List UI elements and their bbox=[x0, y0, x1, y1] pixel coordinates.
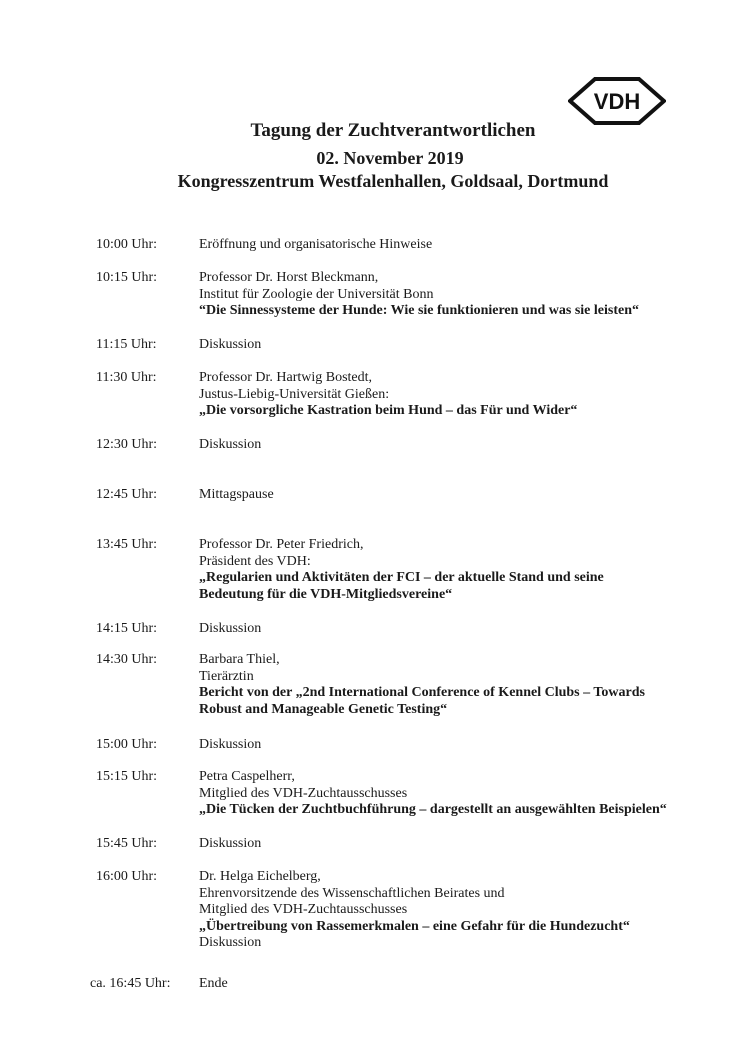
agenda-line: Eröffnung und organisatorische Hinweise bbox=[199, 237, 433, 252]
agenda-line: Mittagspause bbox=[199, 487, 274, 502]
agenda-content bbox=[199, 769, 719, 819]
agenda-time: 13:45 Uhr: bbox=[96, 537, 158, 552]
agenda-line: Barbara Thiel, bbox=[199, 652, 280, 667]
agenda-time: 12:30 Uhr: bbox=[96, 437, 158, 452]
agenda-line: Institut für Zoologie der Universität Bonn bbox=[199, 286, 434, 302]
agenda-time: 11:15 Uhr: bbox=[96, 337, 157, 352]
agenda-line: Tierärztin bbox=[199, 668, 254, 684]
agenda-content bbox=[199, 487, 719, 504]
agenda-line: Diskussion bbox=[199, 935, 262, 950]
talk-title: Bedeutung für die VDH-Mitgliedsvereine“ bbox=[199, 586, 453, 602]
agenda-line: Mitglied des VDH-Zuchtausschusses bbox=[199, 902, 408, 917]
agenda-line: Ende bbox=[199, 976, 228, 991]
agenda-line: Justus-Liebig-Universität Gießen: bbox=[199, 386, 390, 402]
agenda-content bbox=[199, 537, 719, 603]
agenda-time: 14:15 Uhr: bbox=[96, 621, 158, 636]
agenda-content bbox=[199, 370, 719, 420]
agenda-line: Diskussion bbox=[199, 621, 262, 636]
agenda-line: Mitglied des VDH-Zuchtausschusses bbox=[199, 785, 408, 801]
agenda-content bbox=[199, 737, 719, 754]
agenda-line: Präsident des VDH: bbox=[199, 553, 311, 569]
talk-title: Bericht von der „2nd International Conference of Kennel Clubs – Towards bbox=[199, 685, 645, 700]
agenda-time: 11:30 Uhr: bbox=[96, 370, 157, 385]
page-title: Tagung der Zuchtverantwortlichen bbox=[250, 120, 536, 141]
agenda-line: Professor Dr. Horst Bleckmann, bbox=[199, 270, 379, 285]
talk-title: „Regularien und Aktivitäten der FCI – der aktuelle Stand und seine bbox=[199, 570, 604, 585]
talk-title: „Die vorsorgliche Kastration beim Hund – das Für und Wider“ bbox=[199, 403, 578, 418]
agenda-time: ca. 16:45 Uhr: bbox=[90, 976, 171, 991]
vdh-logo-text: VDH bbox=[593, 89, 641, 114]
agenda-line: Professor Dr. Peter Friedrich, bbox=[199, 537, 364, 552]
agenda-line: Diskussion bbox=[199, 337, 262, 352]
agenda-content bbox=[199, 836, 719, 853]
agenda-time: 15:45 Uhr: bbox=[96, 836, 158, 851]
agenda-time: 10:15 Uhr: bbox=[96, 270, 158, 285]
talk-title: “Die Sinnessysteme der Hunde: Wie sie funktionieren und was sie leisten“ bbox=[199, 303, 640, 318]
talk-title: „Die Tücken der Zuchtbuchführung – dargestellt an ausgewählten Beispielen“ bbox=[199, 802, 667, 817]
agenda-time: 12:45 Uhr: bbox=[96, 487, 158, 502]
agenda-line: Diskussion bbox=[199, 836, 262, 851]
agenda-time: 15:15 Uhr: bbox=[96, 769, 158, 784]
agenda-content bbox=[199, 337, 719, 354]
agenda-content bbox=[199, 437, 719, 454]
agenda-time: 10:00 Uhr: bbox=[96, 237, 158, 252]
agenda-content bbox=[199, 621, 719, 638]
event-date: 02. November 2019 bbox=[316, 148, 464, 168]
agenda-time: 15:00 Uhr: bbox=[96, 737, 158, 752]
agenda-line: Petra Caspelherr, bbox=[199, 769, 295, 784]
agenda-time: 14:30 Uhr: bbox=[96, 652, 158, 667]
vdh-logo bbox=[568, 76, 666, 126]
event-venue: Kongresszentrum Westfalenhallen, Goldsaal, Dortmund bbox=[177, 171, 609, 191]
agenda-line: Diskussion bbox=[199, 737, 262, 752]
talk-title: „Übertreibung von Rassemerkmalen – eine Gefahr für die Hundezucht“ bbox=[199, 918, 630, 934]
agenda-content bbox=[199, 237, 719, 254]
agenda-line: Ehrenvorsitzende des Wissenschaftlichen Beirates und bbox=[199, 885, 505, 901]
agenda-content bbox=[199, 869, 719, 952]
agenda-time: 16:00 Uhr: bbox=[96, 869, 158, 884]
agenda-line: Diskussion bbox=[199, 437, 262, 452]
talk-title: Robust and Manageable Genetic Testing“ bbox=[199, 701, 448, 717]
agenda-line: Dr. Helga Eichelberg, bbox=[199, 869, 321, 884]
agenda-line: Professor Dr. Hartwig Bostedt, bbox=[199, 370, 373, 385]
agenda-content bbox=[199, 976, 719, 993]
agenda-content bbox=[199, 652, 719, 718]
agenda-content bbox=[199, 270, 719, 320]
